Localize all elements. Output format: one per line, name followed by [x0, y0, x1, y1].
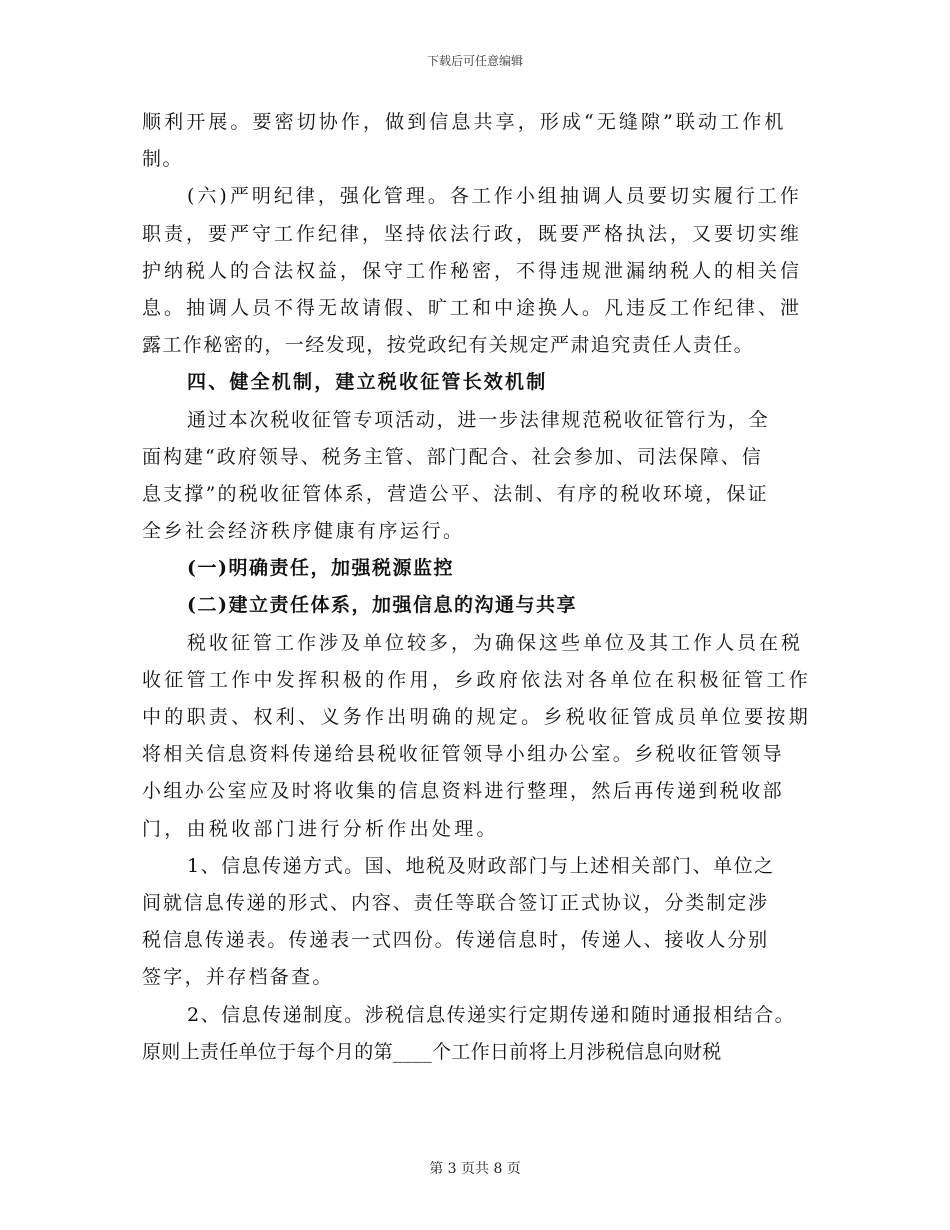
paragraph-line: 中的职责、权利、义务作出明确的规定。乡税收征管成员单位要按期	[142, 706, 812, 728]
paragraph-line: 税信息传递表。传递表一式四份。传递信息时，传递人、接收人分别	[142, 929, 770, 952]
paragraph-line: 2、信息传递制度。涉税信息传递实行定期传递和随时通报相结合。	[187, 1003, 796, 1026]
page-footer: 第 3 页共 8 页	[429, 1161, 521, 1177]
paragraph-line: 收征管工作中发挥积极的作用，乡政府依法对各单位在积极征管工作	[142, 668, 812, 691]
paragraph-line: 间就信息传递的形式、内容、责任等联合签订正式协议，分类制定涉	[142, 891, 770, 914]
document-body	[142, 104, 812, 1071]
paragraph-line: 制。	[142, 148, 184, 171]
paragraph-line: 小组办公室应及时将收集的信息资料进行整理，然后再传递到税收部	[142, 780, 785, 803]
paragraph-line: 签字，并存档备查。	[142, 966, 334, 989]
paragraph-line: 将相关信息资料传递给县税收征管领导小组办公室。乡税收征管领导	[142, 743, 785, 766]
paragraph-line: 通过本次税收征管专项活动，进一步法律规范税收征管行为，全	[187, 408, 770, 431]
page-header: 下载后可任意编辑	[426, 54, 523, 68]
paragraph-line: 职责，要严守工作纪律，坚持依法行政，既要严格执法，又要切实维	[142, 222, 803, 245]
paragraph-line: 息支撑”的税收征管体系，营造公平、法制、有序的税收环境，保证	[142, 482, 769, 505]
paragraph-line: 全乡社会经济秩序健康有序运行。	[142, 520, 465, 543]
paragraph-line: 面构建“政府领导、税务主管、部门配合、社会参加、司法保障、信	[142, 445, 763, 468]
paragraph-line: 息。抽调人员不得无故请假、旷工和中途换人。凡违反工作纪律、泄	[142, 296, 803, 319]
paragraph-line: (六)严明纪律，强化管理。各工作小组抽调人员要切实履行工作	[187, 185, 802, 208]
subsection-heading: (二)建立责任体系，加强信息的沟通与共享	[187, 594, 577, 617]
subsection-heading: (一)明确责任，加强税源监控	[187, 557, 454, 580]
paragraph-line: 原则上责任单位于每个月的第____个工作日前将上月涉税信息向财税	[142, 1040, 722, 1063]
paragraph-line: 露工作秘密的，一经发现，按党政纪有关规定严肃追究责任人责任。	[142, 334, 755, 357]
paragraph-line: 顺利开展。要密切协作，做到信息共享，形成“无缝隙”联动工作机	[142, 111, 787, 133]
paragraph-line: 门，由税收部门进行分析作出处理。	[142, 817, 499, 840]
paragraph-line: 护纳税人的合法权益，保守工作秘密，不得违规泄漏纳税人的相关信	[142, 259, 803, 282]
paragraph-line: 1、信息传递方式。国、地税及财政部门与上述相关部门、单位之	[187, 854, 775, 877]
paragraph-line: 税收征管工作涉及单位较多，为确保这些单位及其工作人员在税	[187, 631, 804, 654]
section-heading: 四、健全机制，建立税收征管长效机制	[187, 371, 548, 394]
